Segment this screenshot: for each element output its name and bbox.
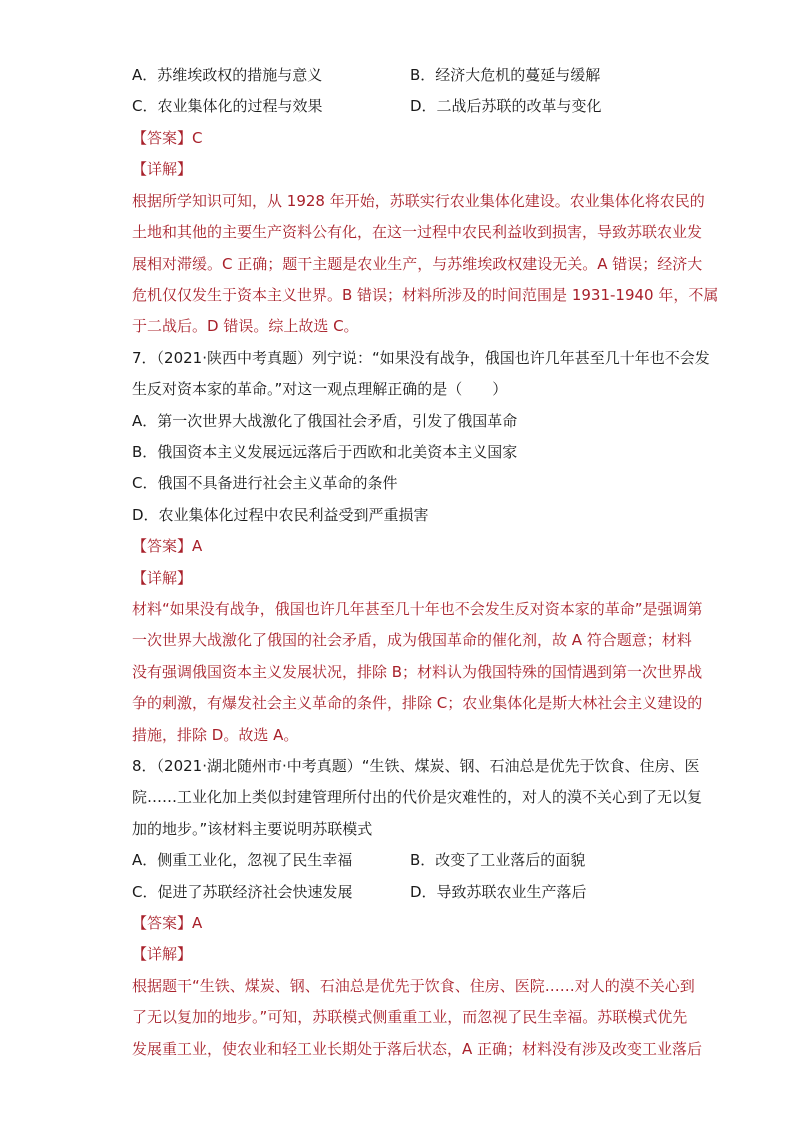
q8-detail-label: 【详解】: [132, 945, 193, 963]
q7-stem-line: 生反对资本家的革命。”对这一观点理解正确的是（ ）: [132, 380, 508, 398]
q6-detail-line: 于二战后。D 错误。综上故选 C。: [132, 317, 359, 335]
q6-detail-line: 土地和其他的主要生产资料公有化，在这一过程中农民利益收到损害，导致苏联农业发: [132, 223, 703, 241]
q7-detail-label: 【详解】: [132, 569, 193, 587]
q8-stem-line: 院……工业化加上类似封建管理所付出的代价是灾难性的，对人的漠不关心到了无以复: [132, 788, 703, 806]
q6-answer: 【答案】C: [132, 129, 203, 147]
q7-detail-line: 争的刺激，有爆发社会主义革命的条件，排除 C；农业集体化是斯大林社会主义建设的: [132, 694, 703, 712]
q6-detail-line: 展相对滞缓。C 正确；题干主题是农业生产，与苏维埃政权建设无关。A 错误；经济大: [132, 255, 703, 273]
q7-answer: 【答案】A: [132, 537, 203, 555]
q8-stem-line: 8．（2021·湖北随州市·中考真题）“生铁、煤炭、钢、石油总是优先于饮食、住房、医: [132, 757, 700, 775]
q8-option-b: B．改变了工业落后的面貌: [410, 851, 586, 869]
q8-answer: 【答案】A: [132, 914, 203, 932]
q8-detail-line: 了无以复加的地步。”可知，苏联模式侧重重工业，而忽视了民生幸福。苏联模式优先: [132, 1008, 688, 1026]
q6-detail-line: 根据所学知识可知，从 1928 年开始，苏联实行农业集体化建设。农业集体化将农民的: [132, 192, 705, 210]
q8-option-c: C．促进了苏联经济社会快速发展: [132, 883, 353, 901]
q7-option-b: B．俄国资本主义发展远远落后于西欧和北美资本主义国家: [132, 443, 518, 461]
q6-option-c: C．农业集体化的过程与效果: [132, 97, 323, 115]
q6-option-a: A．苏维埃政权的措施与意义: [132, 66, 323, 84]
q6-detail-line: 危机仅仅发生于资本主义世界。B 错误；材料所涉及的时间范围是 1931-1940 年，不属: [132, 286, 719, 304]
q8-stem-line: 加的地步。”该材料主要说明苏联模式: [132, 820, 373, 838]
q6-option-d: D．二战后苏联的改革与变化: [410, 97, 602, 115]
q7-detail-line: 没有强调俄国资本主义发展状况，排除 B；材料认为俄国特殊的国情遇到第一次世界战: [132, 663, 703, 681]
q8-option-a: A．侧重工业化，忽视了民生幸福: [132, 851, 353, 869]
q7-option-a: A．第一次世界大战激化了俄国社会矛盾，引发了俄国革命: [132, 412, 518, 430]
q8-option-d: D．导致苏联农业生产落后: [410, 883, 587, 901]
q6-option-b: B．经济大危机的蔓延与缓解: [410, 66, 601, 84]
q7-detail-line: 材料“如果没有战争，俄国也许几年甚至几十年也不会发生反对资本家的革命”是强调第: [132, 600, 703, 618]
q8-detail-line: 根据题干“生铁、煤炭、钢、石油总是优先于饮食、住房、医院……对人的漠不关心到: [132, 977, 695, 995]
q6-detail-label: 【详解】: [132, 160, 193, 178]
q7-stem-line: 7．（2021·陕西中考真题）列宁说：“如果没有战争，俄国也许几年甚至几十年也不会发: [132, 349, 710, 367]
q7-option-d: D．农业集体化过程中农民利益受到严重损害: [132, 506, 429, 524]
q7-option-c: C．俄国不具备进行社会主义革命的条件: [132, 474, 398, 492]
q7-detail-line: 一次世界大战激化了俄国的社会矛盾，成为俄国革命的催化剂，故 A 符合题意；材料: [132, 631, 692, 649]
q7-detail-line: 措施，排除 D。故选 A。: [132, 726, 299, 744]
q8-detail-line: 发展重工业，使农业和轻工业长期处于落后状态，A 正确；材料没有涉及改变工业落后: [132, 1040, 703, 1058]
